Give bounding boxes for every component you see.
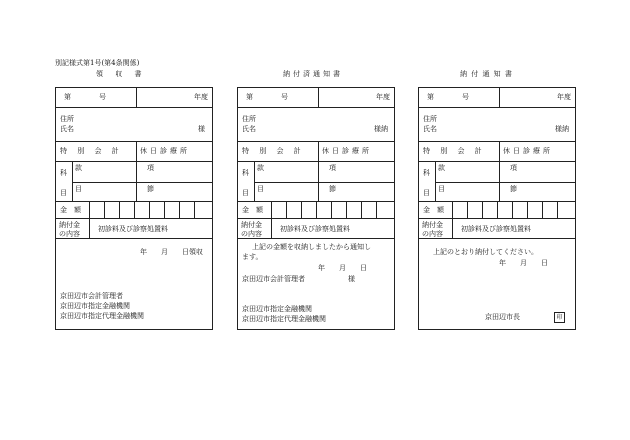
content-value: 初診料及び診察処置料 (461, 225, 531, 233)
message-line-1: 上記の金額を収納しましたから通知し (252, 243, 371, 251)
payer-row (419, 108, 575, 142)
honorific-label: 様 (198, 125, 205, 133)
receipt-date-line: 年 月 日領収 (140, 248, 203, 256)
category-row (238, 142, 394, 162)
content-label-2: の内容 (241, 230, 262, 238)
message-line-1: 上記のとおり納付してください。 (433, 248, 538, 256)
content-row (56, 219, 212, 239)
content-label-1: 納付金 (422, 221, 443, 229)
footer-line-2: 京田辺市指定代理金融機関 (242, 315, 326, 323)
message-line-2: ます。 (242, 253, 263, 261)
mayor-label: 京田辺市長 (485, 313, 520, 321)
content-value: 初診料及び診察処置料 (280, 225, 350, 233)
payment-date-line: 年 月 日 (499, 259, 548, 267)
number-row (238, 88, 394, 108)
payer-row (238, 108, 394, 142)
content-label-1: 納付金 (59, 221, 80, 229)
kan-label: 款 (257, 164, 264, 172)
kan-label: 款 (75, 164, 82, 172)
treasurer-honorific: 様 (348, 275, 355, 283)
amount-label: 金 額 (242, 206, 263, 214)
year-label: 年度 (376, 93, 390, 101)
kou-label: 項 (147, 164, 154, 172)
clinic-name: 休日診療所 (322, 147, 372, 155)
form-title-receipt: 領 収 書 (96, 70, 147, 78)
amount-row (56, 202, 212, 219)
form-title-payment-notice: 納 付 通 知 書 (460, 70, 513, 78)
footer-line-3: 京田辺市指定代理金融機関 (60, 312, 144, 320)
content-label-2: の内容 (422, 230, 443, 238)
number-row (419, 88, 575, 108)
name-label: 氏名 (242, 125, 256, 133)
kan-label: 款 (438, 164, 445, 172)
seal-mark: 印 (554, 312, 565, 323)
kamoku-row (238, 162, 394, 202)
notice-date-line: 年 月 日 (318, 264, 367, 272)
name-label: 氏名 (423, 125, 437, 133)
payment-notice-form (418, 87, 576, 330)
year-label: 年度 (194, 93, 208, 101)
content-value: 初診料及び診察処置料 (98, 225, 168, 233)
form-title-paid-notice: 納付済通知書 (283, 70, 343, 78)
category-row (419, 142, 575, 162)
content-label-2: の内容 (59, 230, 80, 238)
content-row (238, 219, 394, 239)
honorific-label: 様納 (555, 125, 569, 133)
clinic-name: 休日診療所 (140, 147, 190, 155)
moku-label: 目 (438, 185, 445, 193)
receipt-form (55, 87, 213, 330)
kamoku-label-1: 科 (423, 169, 430, 177)
setsu-label: 節 (147, 185, 154, 193)
name-label: 氏名 (60, 125, 74, 133)
kamoku-label-2: 目 (423, 189, 430, 197)
category-label: 特 別 会 計 (60, 147, 123, 155)
kamoku-label-1: 科 (60, 169, 67, 177)
content-row (419, 219, 575, 239)
number-label: 第 号 (246, 93, 288, 101)
year-label: 年度 (557, 93, 571, 101)
kou-label: 項 (329, 164, 336, 172)
kamoku-row (419, 162, 575, 202)
form-id-label: 別記様式第1号(第4条関係) (55, 59, 140, 67)
address-label: 住所 (423, 115, 437, 123)
honorific-label: 様納 (374, 125, 388, 133)
payer-row (56, 108, 212, 142)
address-label: 住所 (242, 115, 256, 123)
moku-label: 目 (257, 185, 264, 193)
amount-label: 金 額 (423, 206, 444, 214)
category-label: 特 別 会 計 (242, 147, 305, 155)
kamoku-label-2: 目 (60, 189, 67, 197)
content-label-1: 納付金 (241, 221, 262, 229)
kamoku-label-2: 目 (242, 189, 249, 197)
setsu-label: 節 (510, 185, 517, 193)
clinic-name: 休日診療所 (503, 147, 553, 155)
kamoku-label-1: 科 (242, 169, 249, 177)
amount-label: 金 額 (60, 206, 81, 214)
category-row (56, 142, 212, 162)
amount-row (419, 202, 575, 219)
kou-label: 項 (510, 164, 517, 172)
category-label: 特 別 会 計 (423, 147, 486, 155)
setsu-label: 節 (329, 185, 336, 193)
footer-line-1: 京田辺市指定金融機関 (242, 305, 312, 313)
number-label: 第 号 (427, 93, 469, 101)
number-label: 第 号 (64, 93, 106, 101)
amount-row (238, 202, 394, 219)
address-label: 住所 (60, 115, 74, 123)
number-row (56, 88, 212, 108)
footer-line-2: 京田辺市指定金融機関 (60, 302, 130, 310)
footer-line-1: 京田辺市会計管理者 (60, 292, 123, 300)
moku-label: 目 (75, 185, 82, 193)
kamoku-row (56, 162, 212, 202)
treasurer-label: 京田辺市会計管理者 (242, 275, 305, 283)
paid-notice-form (237, 87, 395, 330)
